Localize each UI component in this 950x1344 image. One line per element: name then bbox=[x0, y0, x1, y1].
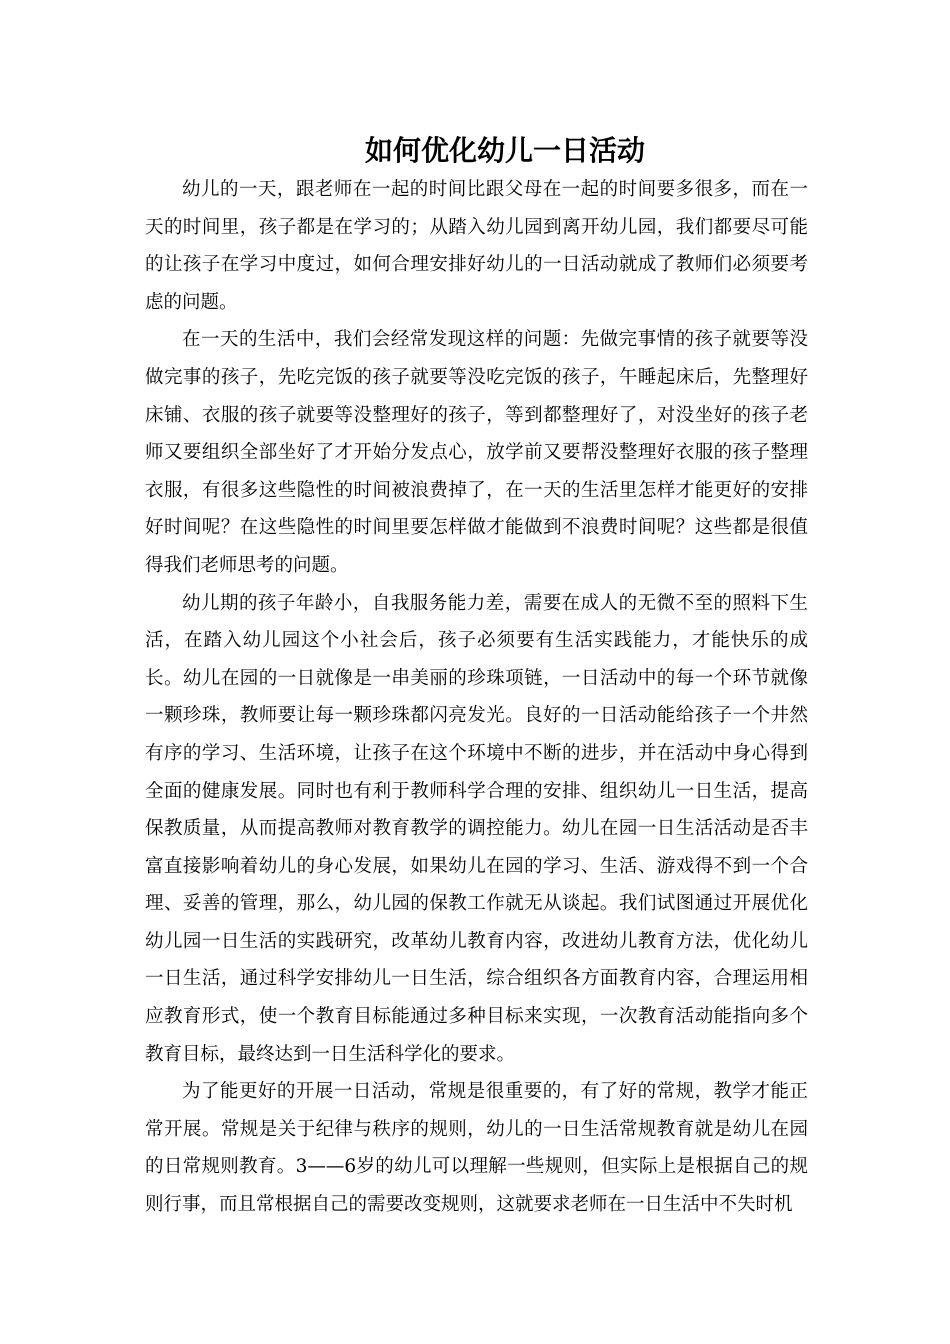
paragraph-3: 幼儿期的孩子年龄小，自我服务能力差，需要在成人的无微不至的照料下生活，在踏入幼儿园这个小社会后，孩子必须要有生活实践能力，才能快乐的成长。幼儿在园的一日就像是一串美丽的珍珠项链，一日活动中的每一个环节就像一颗珍珠，教师要让每一颗珍珠都闪亮发光。良好的一日活动能给孩子一个井然有序的学习、生活环境，让孩子在这个环境中不断的进步，并在活动中身心得到全面的健康发展。同时也有利于教师科学合理的安排、组织幼儿一日生活，提高保教质量，从而提高教师对教育教学的调控能力。幼儿在园一日生活活动是否丰富直接影响着幼儿的身心发展，如果幼儿在园的学习、生活、游戏得不到一个合理、妥善的管理，那么，幼儿园的保教工作就无从谈起。我们试图通过开展优化幼儿园一日生活的实践研究，改革幼儿教育内容，改进幼儿教育方法，优化幼儿一日生活，通过科学安排幼儿一日生活，综合组织各方面教育内容，合理运用相应教育形式，使一个教育目标能通过多种目标来实现，一次教育活动能指向多个教育目标，最终达到一日生活科学化的要求。 bbox=[145, 592, 808, 1065]
paragraph-1: 幼儿的一天，跟老师在一起的时间比跟父母在一起的时间要多很多，而在一天的时间里，孩子都是在学习的；从踏入幼儿园到离开幼儿园，我们都要尽可能的让孩子在学习中度过，如何合理安排好幼儿的一日活动就成了教师们必须要考虑的问题。 bbox=[145, 179, 808, 313]
document-title: 如何优化幼儿一日活动 bbox=[364, 134, 645, 167]
paragraph-4: 为了能更好的开展一日活动，常规是很重要的，有了好的常规，教学才能正常开展。常规是关于纪律与秩序的规则，幼儿的一日生活常规教育就是幼儿在园的日常规则教育。3——6岁的幼儿可以理解一些规则，但实际上是根据自己的规则行事，而且常根据自己的需要改变规则，这就要求老师在一日生活中不失时机 bbox=[145, 1081, 808, 1216]
document-body bbox=[145, 171, 808, 1224]
paragraph-2: 在一天的生活中，我们会经常发现这样的问题：先做完事情的孩子就要等没做完事的孩子，先吃完饭的孩子就要等没吃完饭的孩子，午睡起床后，先整理好床铺、衣服的孩子就要等没整理好的孩子，等到都整理好了，对没坐好的孩子老师又要组织全部坐好了才开始分发点心，放学前又要帮没整理好衣服的孩子整理衣服，有很多这些隐性的时间被浪费掉了，在一天的生活里怎样才能更好的安排好时间呢？在这些隐性的时间里要怎样做才能做到不浪费时间呢？这些都是很值得我们老师思考的问题。 bbox=[145, 329, 808, 576]
